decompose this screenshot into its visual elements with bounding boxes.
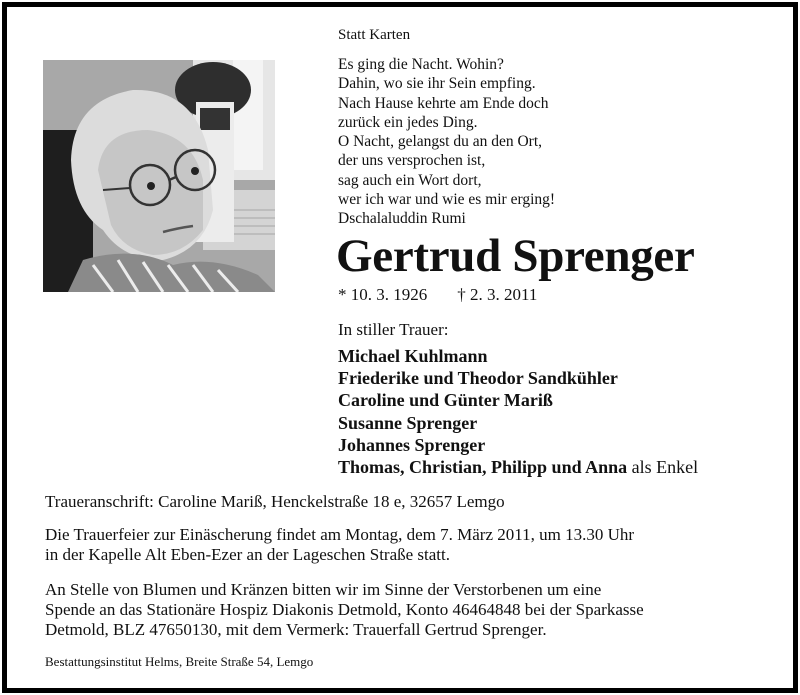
- poem-line: Es ging die Nacht. Wohin?: [338, 56, 504, 73]
- statt-karten-label: Statt Karten: [338, 27, 411, 43]
- mourner: Johannes Sprenger: [338, 434, 486, 455]
- portrait-photo: [43, 60, 275, 292]
- poem-line: sag auch ein Wort dort,: [338, 171, 482, 189]
- poem-line: Dahin, wo sie ihr Sein empfing.: [338, 75, 536, 93]
- grandchildren-names: Thomas, Christian, Philipp und Anna: [338, 457, 628, 478]
- mourner-grandchildren: [338, 456, 698, 478]
- donation-info: [45, 580, 644, 640]
- portrait-image-icon: [43, 60, 275, 292]
- poem-line: wer ich war und wie es mir erging!: [338, 191, 556, 209]
- mourner: Caroline und Günter Mariß: [338, 390, 553, 411]
- deceased-name: Gertrud Sprenger: [336, 230, 695, 282]
- poem-line: der uns versprochen ist,: [338, 152, 486, 170]
- poem-author: Dschalaluddin Rumi: [338, 210, 466, 228]
- mourner: Friederike und Theodor Sandkühler: [338, 368, 618, 389]
- mourning-address: Traueranschrift: Caroline Mariß, Henckelstraße 18 e, 32657 Lemgo: [45, 492, 505, 511]
- life-dates: [338, 285, 537, 305]
- ceremony-line: Die Trauerfeier zur Einäscherung findet am Montag, dem 7. März 2011, um 13.30 Uhr: [45, 525, 635, 544]
- funeral-home: Bestattungsinstitut Helms, Breite Straße 54, Lemgo: [45, 654, 314, 669]
- mourners-list: [338, 345, 698, 478]
- poem-line: O Nacht, gelangst du an den Ort,: [338, 133, 543, 151]
- death-date: † 2. 3. 2011: [457, 285, 538, 304]
- poem-line: Nach Hause kehrte am Ende doch: [338, 94, 549, 112]
- grandchildren-suffix: als Enkel: [627, 457, 699, 478]
- donation-line: Spende an das Stationäre Hospiz Diakonis Detmold, Konto 46464848 bei der Sparkasse: [45, 600, 644, 619]
- donation-line: An Stelle von Blumen und Kränzen bitten wir im Sinne der Verstorbenen um eine: [45, 580, 602, 599]
- mourning-intro: In stiller Trauer:: [338, 320, 449, 339]
- poem: [338, 55, 555, 229]
- ceremony-line: in der Kapelle Alt Eben-Ezer an der Lageschen Straße statt.: [45, 545, 450, 564]
- mourner: Susanne Sprenger: [338, 412, 478, 433]
- mourner: Michael Kuhlmann: [338, 346, 488, 366]
- donation-line: Detmold, BLZ 47650130, mit dem Vermerk: Trauerfall Gertrud Sprenger.: [45, 620, 547, 639]
- poem-line: zurück ein jedes Ding.: [338, 113, 478, 131]
- birth-date: * 10. 3. 1926: [338, 285, 428, 304]
- ceremony-info: [45, 525, 634, 565]
